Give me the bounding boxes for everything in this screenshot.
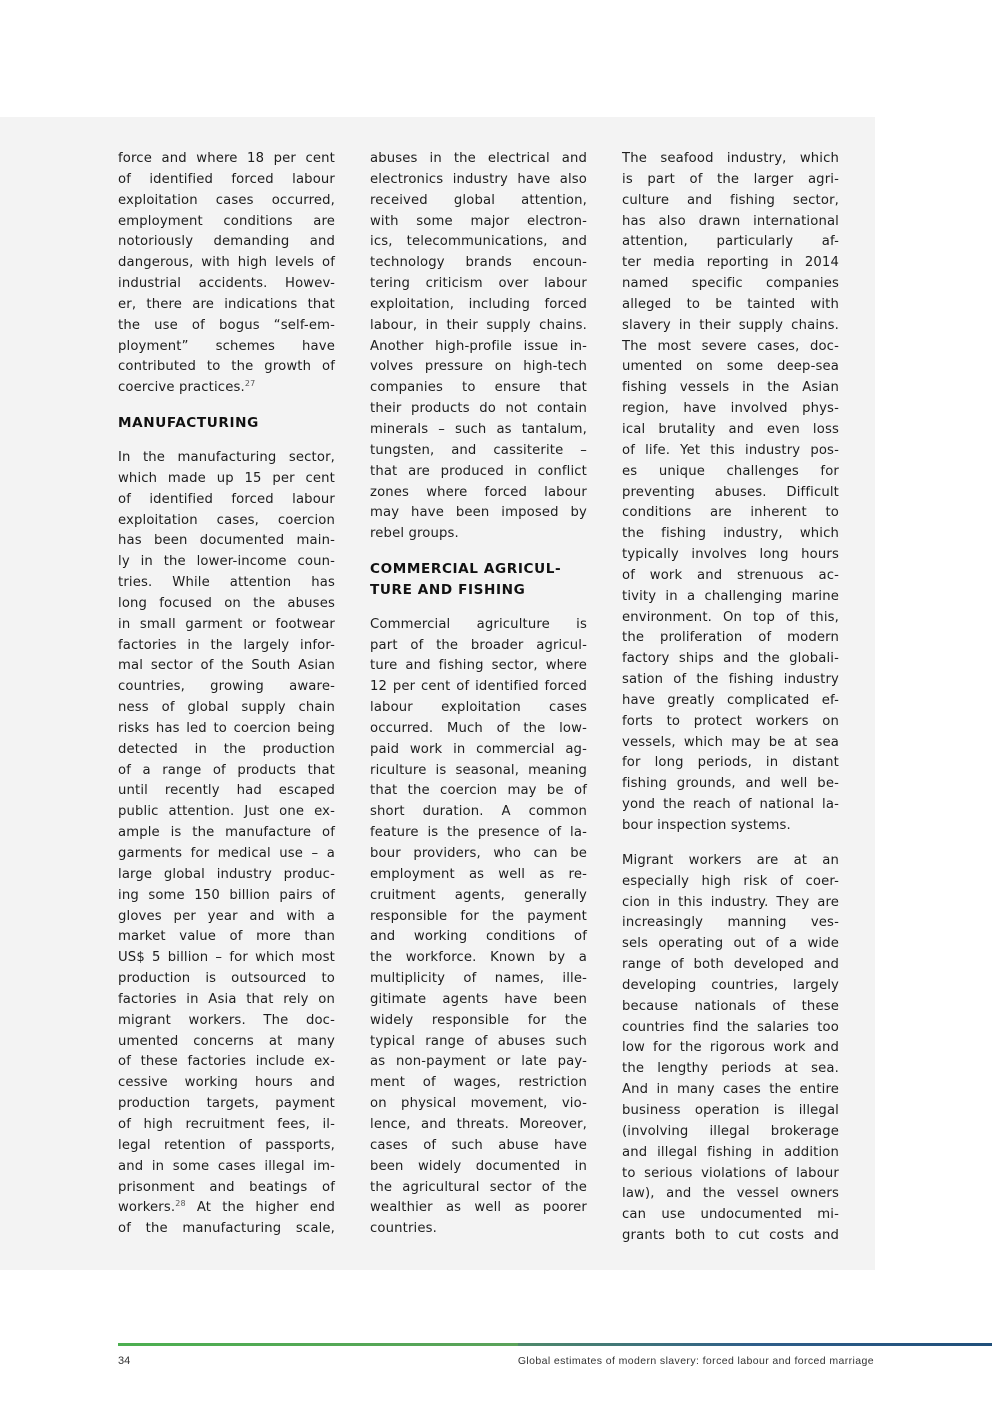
paragraph-line: developing countries, largely (622, 977, 839, 993)
paragraph-line: ness of global supply chain (118, 700, 335, 716)
paragraph-line: Commercial agriculture is (370, 616, 587, 632)
paragraph-line: has been documented main- (118, 533, 335, 549)
paragraph-line: gloves per year and with a (118, 908, 335, 924)
heading-line: COMMERCIAL AGRICUL- (370, 561, 562, 578)
paragraph-line: long focused on the abuses (118, 595, 335, 611)
paragraph-line: feature is the presence of la- (370, 825, 587, 841)
paragraph-line: that the coercion may be of (370, 783, 587, 799)
paragraph-line: dangerous, with high levels of (118, 255, 335, 271)
paragraph-text: At the higher end (185, 1200, 335, 1216)
paragraph-commercial-agriculture (370, 615, 587, 1240)
paragraph-line: multiplicity of names, ille- (370, 971, 587, 987)
paragraph-line: lence, and threats. Moreover, (370, 1116, 587, 1132)
paragraph-line: have greatly complicated ef- (622, 692, 839, 708)
paragraph-line: ployment” schemes have (118, 338, 335, 354)
paragraph-line: because nationals of these (622, 998, 839, 1014)
paragraph-line: (involving illegal brokerage (622, 1123, 839, 1139)
paragraph-line: environment. On top of this, (622, 609, 839, 625)
paragraph-line: er, there are indications that (118, 296, 335, 312)
text-column-3 (622, 149, 839, 1261)
paragraph-line: as non-payment or late pay- (370, 1054, 587, 1070)
paragraph-line: their products do not contain (370, 401, 587, 417)
paragraph-line: zones where forced labour (370, 484, 587, 500)
paragraph-line: culture and fishing sector, (622, 192, 839, 208)
paragraph-line: sels operating out of a wide (622, 936, 839, 952)
paragraph-line: US$ 5 billion – for which most (118, 950, 335, 966)
footnote-ref-28[interactable]: 28 (175, 1199, 186, 1209)
paragraph-line: vessels, which may be at sea (622, 734, 839, 750)
paragraph-line: of life. Yet this industry pos- (622, 442, 839, 458)
paragraph-line: ample is the manufacture of (118, 825, 335, 841)
paragraph-line: yond the reach of national la- (622, 797, 839, 813)
paragraph-line: has also drawn international (622, 213, 839, 229)
paragraph-line: cion in this industry. They are (622, 894, 839, 910)
paragraph-seafood-industry (622, 149, 839, 837)
running-title: Global estimates of modern slavery: forced labour and forced marriage (517, 1355, 874, 1367)
paragraph-line: paid work in commercial ag- (370, 741, 587, 757)
paragraph-manufacturing (118, 448, 335, 1240)
paragraph-line: of identified forced labour (118, 171, 335, 187)
paragraph-line: until recently had escaped (118, 783, 335, 799)
paragraph-line: garments for medical use – a (118, 846, 335, 861)
footnote-ref-27[interactable]: 27 (244, 379, 256, 389)
paragraph-line: responsible for the payment (370, 908, 587, 924)
paragraph-line: market value of more than (118, 929, 335, 945)
paragraph-line: the use of bogus “self-em- (118, 317, 335, 333)
paragraph-line: production targets, payment (118, 1096, 335, 1112)
paragraph-line: forts to protect workers on (622, 713, 839, 729)
footer-rule-blue (518, 1343, 992, 1346)
paragraph-line: exploitation cases, coercion (118, 512, 335, 528)
paragraph-line: for long periods, in distant (622, 755, 839, 771)
section-heading-manufacturing: MANUFACTURING (118, 415, 259, 432)
paragraph-line: attention, particularly af- (622, 234, 839, 250)
paragraph-line: bour providers, who can be (370, 846, 587, 861)
paragraph-line: the proliferation of modern (622, 630, 839, 646)
paragraph-line: slavery in their supply chains. (622, 317, 839, 333)
paragraph-line: short duration. A common (370, 804, 587, 820)
paragraph-text: workers. (118, 1200, 176, 1216)
paragraph-line: the agricultural sector of the (370, 1179, 587, 1195)
paragraph-line: typical range of abuses such (370, 1033, 587, 1049)
paragraph-line: prisonment and beatings of (118, 1179, 335, 1195)
paragraph-line: tungsten, and cassiterite – (370, 442, 587, 458)
paragraph-line: umented concerns at many (118, 1033, 335, 1049)
paragraph-line: increasingly manning ves- (622, 915, 839, 931)
paragraph-line: law), and the vessel owners (622, 1186, 839, 1202)
paragraph-line: tivity in a challenging marine (622, 588, 839, 604)
paragraph-line: notoriously demanding and (118, 234, 335, 250)
paragraph-line: wealthier as well as poorer (370, 1200, 587, 1216)
footer-rule-green (118, 1343, 518, 1346)
paragraph-line: typically involves long hours (622, 547, 839, 563)
paragraph-line: and illegal fishing in addition (622, 1144, 839, 1160)
paragraph-line: conditions are inherent to (622, 505, 839, 521)
paragraph-line: factory ships and the globali- (622, 651, 839, 667)
paragraph-line: 12 per cent of identified forced (370, 679, 587, 695)
paragraph-line: electronics industry have also (370, 171, 587, 187)
paragraph-line: abuses in the electrical and (370, 151, 587, 166)
paragraph-line: received global attention, (370, 192, 587, 208)
paragraph-line: which made up 15 per cent (118, 470, 335, 486)
paragraph-force-accidents (118, 149, 335, 399)
paragraph-line: And in many cases the entire (622, 1082, 839, 1098)
section-heading-commercial-agriculture (370, 559, 587, 601)
paragraph-line: rebel groups. (370, 526, 459, 542)
paragraph-line: of identified forced labour (118, 491, 335, 507)
paragraph-line: factories in Asia that rely on (118, 991, 335, 1007)
paragraph-line: of a range of products that (118, 762, 335, 778)
paragraph-line: to serious violations of labour (622, 1165, 839, 1181)
paragraph-line: exploitation cases occurred, (118, 192, 335, 208)
paragraph-line: ter media reporting in 2014 (622, 255, 839, 271)
paragraph-line: can use undocumented mi- (622, 1207, 839, 1223)
paragraph-line: industrial accidents. Howev- (118, 276, 335, 292)
paragraph-end-text: coercive practices. (118, 380, 245, 396)
paragraph-line: ics, telecommunications, and (370, 234, 587, 250)
paragraph-line: cases of such abuse have (370, 1137, 587, 1153)
paragraph-line: ly in the lower-income coun- (118, 554, 335, 570)
paragraph-line: with some major electron- (370, 213, 587, 229)
paragraph-line: production is outsourced to (118, 971, 335, 987)
paragraph-line: technology brands encoun- (370, 255, 587, 271)
paragraph-line: of high recruitment fees, il- (118, 1116, 335, 1132)
paragraph-line: especially high risk of coer- (622, 873, 839, 889)
text-column-1 (118, 149, 335, 1254)
paragraph-line: tering criticism over labour (370, 276, 587, 292)
paragraph-line: been widely documented in (370, 1158, 587, 1174)
paragraph-line: fishing grounds, and well be- (622, 776, 839, 792)
paragraph-line: legal retention of passports, (118, 1137, 335, 1153)
paragraph-line: fishing vessels in the Asian (622, 380, 839, 396)
paragraph-line: detected in the production (118, 741, 335, 757)
paragraph-line: the fishing industry, which (622, 526, 839, 542)
paragraph-line: countries find the salaries too (622, 1019, 839, 1035)
paragraph-line: countries, growing aware- (118, 679, 335, 695)
paragraph-line: alleged to be tainted with (622, 296, 839, 312)
paragraph-line: The most severe cases, doc- (622, 338, 839, 354)
paragraph-line: occurred. Much of the low- (370, 720, 587, 736)
paragraph-line: Another high-profile issue in- (370, 338, 587, 354)
paragraph-line: employment conditions are (118, 213, 335, 229)
text-column-2 (370, 149, 587, 1254)
paragraph-line: widely responsible for the (370, 1012, 587, 1028)
paragraph-line: range of both developed and (622, 957, 839, 973)
paragraph-line: migrant workers. The doc- (118, 1012, 335, 1028)
paragraph-line: umented on some deep-sea (622, 359, 839, 375)
paragraph-line: ture and fishing sector, where (370, 658, 587, 674)
paragraph-line: In the manufacturing sector, (118, 449, 335, 465)
paragraph-line: on physical movement, vio- (370, 1096, 587, 1112)
paragraph-line: may have been imposed by (370, 505, 587, 521)
paragraph-line: cessive working hours and (118, 1075, 335, 1091)
paragraph-migrant-workers (622, 851, 839, 1247)
paragraph-line: and in some cases illegal im- (118, 1158, 335, 1174)
paragraph-line: part of the broader agricul- (370, 637, 587, 653)
paragraph-line: countries. (370, 1221, 437, 1237)
paragraph-line: sation of the fishing industry (622, 672, 839, 688)
paragraph-line: preventing abuses. Difficult (622, 484, 839, 500)
paragraph-line: factories in the largely infor- (118, 637, 335, 653)
paragraph-line: the lengthy periods at sea. (622, 1061, 839, 1077)
paragraph-line: mal sector of the South Asian (118, 658, 335, 674)
paragraph-line: es unique challenges for (622, 463, 839, 479)
paragraph-line: cruitment agents, generally (370, 887, 587, 903)
paragraph-electronics (370, 149, 587, 545)
paragraph-line: risks has led to coercion being (118, 720, 335, 736)
paragraph-line: bour inspection systems. (622, 818, 791, 833)
paragraph-line: in small garment or footwear (118, 616, 335, 632)
paragraph-line: of these factories include ex- (118, 1054, 335, 1070)
paragraph-line: volves pressure on high-tech (370, 359, 587, 375)
paragraph-line: employment as well as re- (370, 866, 587, 882)
paragraph-line: gitimate agents have been (370, 991, 587, 1007)
paragraph-line: the workforce. Known by a (370, 950, 587, 966)
paragraph-line: riculture is seasonal, meaning (370, 762, 587, 778)
paragraph-line: ical brutality and even loss (622, 421, 839, 437)
paragraph-line: business operation is illegal (622, 1102, 839, 1118)
paragraph-line: Migrant workers are at an (622, 852, 839, 868)
paragraph-line: ing some 150 billion pairs of (118, 887, 335, 903)
paragraph-line: ment of wages, restriction (370, 1075, 587, 1091)
paragraph-line: of work and strenuous ac- (622, 567, 839, 583)
paragraph-line: named specific companies (622, 276, 839, 292)
paragraph-line: of the manufacturing scale, (118, 1221, 335, 1237)
paragraph-line: labour exploitation cases (370, 700, 587, 716)
paragraph-line: tries. While attention has (118, 575, 335, 591)
paragraph-line: low for the rigorous work and (622, 1040, 839, 1056)
paragraph-line: force and where 18 per cent (118, 151, 335, 166)
paragraph-line: labour, in their supply chains. (370, 317, 587, 333)
paragraph-line: that are produced in conflict (370, 463, 587, 479)
paragraph-line: minerals – such as tantalum, (370, 421, 587, 437)
paragraph-line: grants both to cut costs and (622, 1228, 839, 1244)
paragraph-line: is part of the larger agri- (622, 171, 839, 187)
paragraph-line: contributed to the growth of (118, 359, 335, 375)
paragraph-line: companies to ensure that (370, 380, 587, 396)
paragraph-line: region, have involved phys- (622, 401, 839, 417)
paragraph-line: large global industry produc- (118, 866, 335, 882)
paragraph-line: and working conditions of (370, 929, 587, 945)
page-number: 34 (118, 1355, 131, 1367)
paragraph-line: public attention. Just one ex- (118, 804, 335, 820)
heading-line: TURE AND FISHING (370, 581, 526, 598)
paragraph-line: exploitation, including forced (370, 296, 587, 312)
paragraph-line: The seafood industry, which (622, 151, 839, 166)
